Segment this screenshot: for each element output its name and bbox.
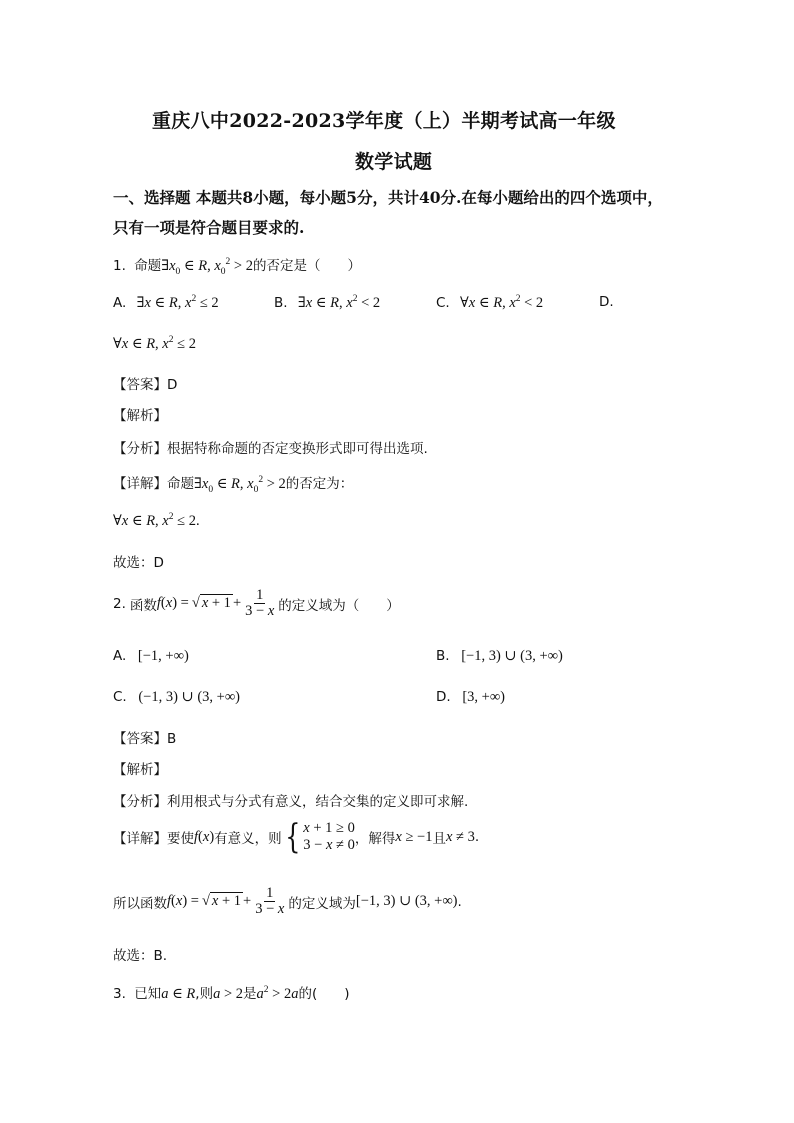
option-label: D.: [599, 294, 614, 310]
section-heading-line1: 一、选择题 本题共8小题，每小题5分，共计40分.在每小题给出的四个选项中，: [113, 188, 663, 207]
formula: $\exists x_0$ ∈ R, $x_0^2 > 2$: [161, 257, 253, 277]
formula: a ∈ R: [161, 986, 196, 1002]
analysis-label: 【解析】: [113, 408, 167, 424]
formula: x ≥ −1: [395, 828, 433, 845]
formula: [−1, 3) ∪ (3, +∞): [355, 893, 458, 910]
question-3-stem: [113, 982, 350, 1003]
question-number: 2.: [113, 595, 126, 612]
option-d: [436, 689, 505, 706]
detail-text: [113, 472, 353, 495]
period: .: [474, 829, 480, 846]
question-text: 已知: [134, 986, 162, 1002]
option-c: [436, 294, 543, 312]
analysis-text: 【分析】根据特称命题的否定变换形式即可得出选项.: [113, 441, 428, 457]
conjunction: 且: [432, 831, 446, 848]
option-d-formula: ∀x ∈ R, $x^2 \le 2$: [113, 335, 196, 352]
detail-prefix: 【详解】要使: [113, 831, 194, 848]
formula: a > 2: [213, 986, 244, 1002]
option-formula: [3, +∞): [462, 689, 505, 705]
question-text: ,则: [195, 986, 214, 1002]
option-label: C.: [113, 689, 127, 705]
analysis-label: 【解析】: [113, 762, 167, 778]
option-b: [436, 648, 563, 665]
option-label: B.: [436, 648, 450, 664]
function-formula: f ( x ) = √ x + 1 + $\frac{1}{3 - x}$: [156, 587, 275, 620]
conclusion-text: 故选：D: [113, 555, 164, 571]
question-text: 是: [243, 986, 257, 1002]
option-label: A.: [113, 294, 127, 311]
question-text: 函数: [129, 597, 157, 614]
formula: f(x): [194, 828, 215, 845]
detail-suffix: 的否定为：: [285, 476, 354, 492]
period: .: [195, 512, 200, 529]
option-formula: [−1, 3) ∪ (3, +∞): [461, 648, 563, 664]
page-subtitle: 数学试题: [355, 151, 433, 173]
conclusion-text: 故选：B.: [113, 948, 168, 964]
answer-label: 【答案】D: [113, 377, 178, 393]
answer-label: 【答案】B: [113, 731, 177, 747]
formula: $\exists x_0$ ∈ R, $x_0^2 > 2$: [194, 475, 286, 495]
option-label: A.: [113, 648, 127, 664]
option-label: C.: [436, 294, 450, 311]
question-number: 1.: [113, 258, 126, 274]
question-text: 的定义域为（ ）: [278, 597, 400, 614]
option-a: [113, 648, 189, 665]
formula: $a^2 > 2a$: [256, 985, 299, 1002]
option-formula: ∃x ∈ R, $x^2 \le 2$: [136, 294, 219, 311]
detail-text: [113, 817, 480, 858]
option-label: B.: [274, 294, 288, 311]
detail-result: ∀x ∈ R, $x^2 \le 2$.: [113, 512, 200, 529]
question-text: 命题: [134, 258, 162, 274]
option-label: D.: [436, 689, 451, 705]
section-heading-line2: 只有一项是符合题目要求的.: [113, 218, 305, 237]
system-of-inequalities: { x + 1 ≥ 0 3 − x ≠ 0: [284, 817, 355, 858]
question-2-stem: [113, 588, 400, 619]
option-formula: [−1, +∞): [137, 648, 189, 664]
formula: x ≠ 3: [445, 828, 475, 845]
question-number: 3.: [113, 986, 126, 1002]
function-formula: f ( x ) = √ x + 1 + $\frac{1}{3 - x}$: [167, 885, 285, 918]
option-formula: (−1, 3) ∪ (3, +∞): [138, 689, 240, 705]
option-formula: ∀x ∈ R, $x^2 < 2$: [460, 294, 544, 311]
option-c: [113, 689, 240, 706]
page-title: 重庆八中2022-2023学年度（上）半期考试高一年级: [152, 110, 616, 132]
question-text: 的否定是（ ）: [252, 258, 361, 274]
analysis-text: 【分析】利用根式与分式有意义，结合交集的定义即可求解.: [113, 794, 469, 810]
so-middle: 的定义域为: [288, 895, 356, 912]
option-formula: ∃x ∈ R, $x^2 < 2$: [297, 294, 381, 311]
option-d: [599, 294, 614, 310]
detail-middle: 有意义，则: [214, 831, 282, 848]
period: .: [457, 893, 462, 910]
question-1-stem: [113, 254, 361, 277]
option-b: [274, 294, 380, 312]
option-a: [113, 294, 219, 312]
detail-suffix: ，解得: [354, 831, 396, 848]
so-prefix: 所以函数: [113, 895, 167, 912]
so-text: [113, 886, 462, 917]
detail-prefix: 【详解】命题: [113, 476, 194, 492]
question-text: 的( ): [298, 986, 350, 1002]
